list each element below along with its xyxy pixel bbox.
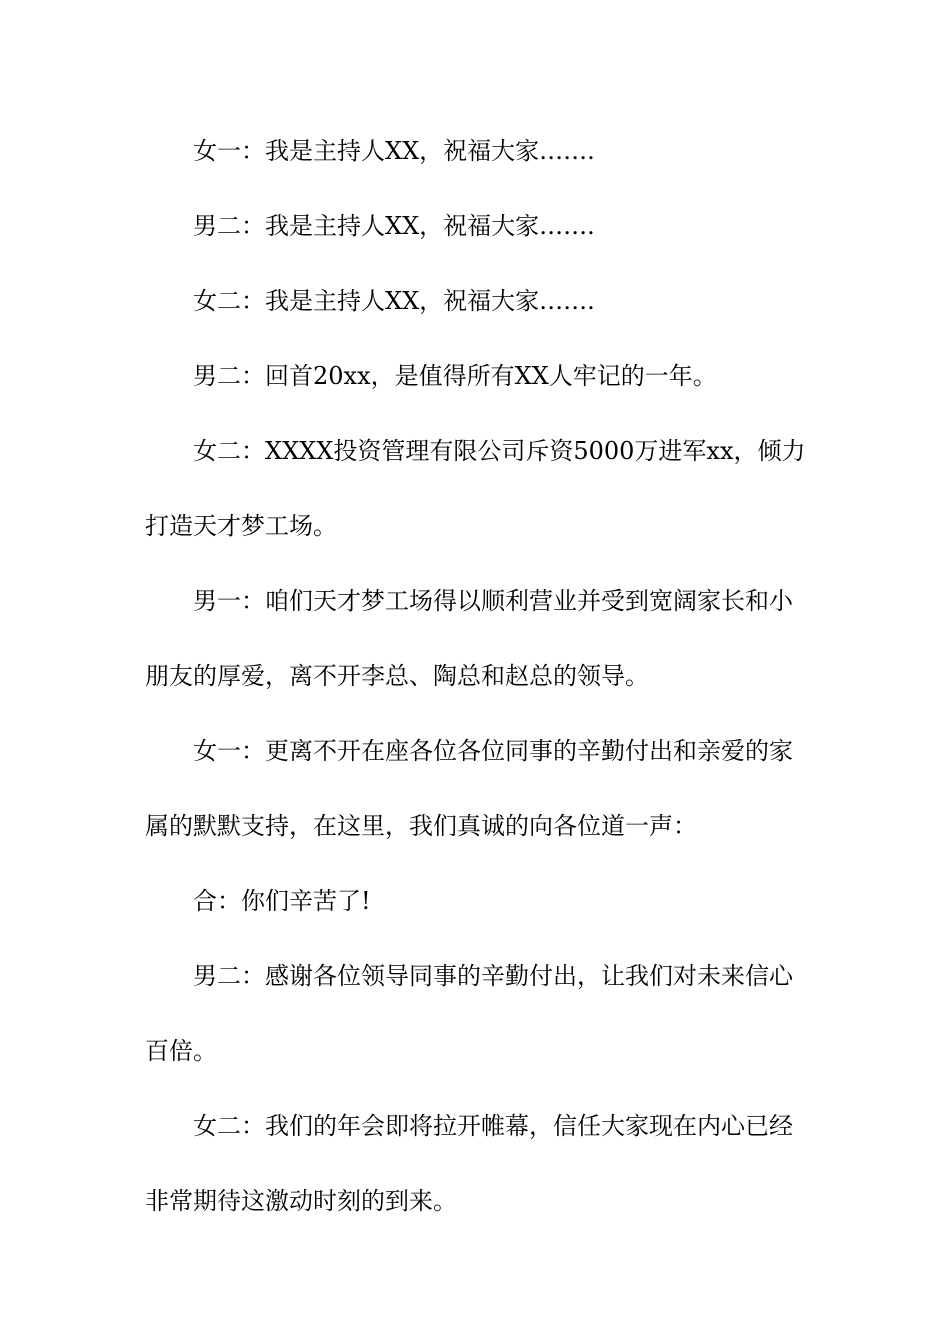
paragraph-2: 男二：我是主持人XX，祝福大家……. <box>193 212 595 240</box>
paragraph-4: 男二：回首20xx，是值得所有XX人牢记的一年。 <box>193 362 717 390</box>
paragraph-10: 女二：我们的年会即将拉开帷幕，信任大家现在内心已经非常期待这激动时刻的到来。 <box>145 1112 793 1215</box>
paragraph-1: 女一：我是主持人XX，祝福大家……. <box>193 137 595 165</box>
paragraph-3: 女二：我是主持人XX，祝福大家……. <box>193 287 595 315</box>
paragraph-8: 合：你们辛苦了! <box>193 887 371 915</box>
paragraph-6: 男一：咱们天才梦工场得以顺利营业并受到宽阔家长和小朋友的厚爱，离不开李总、陶总和赵总的领导。 <box>145 587 793 690</box>
paragraph-5: 女二：XXXX投资管理有限公司斥资5000万进军xx，倾力打造天才梦工场。 <box>145 437 806 540</box>
paragraph-9: 男二：感谢各位领导同事的辛勤付出，让我们对未来信心百倍。 <box>145 962 793 1065</box>
paragraph-7: 女一：更离不开在座各位各位同事的辛勤付出和亲爱的家属的默默支持，在这里，我们真诚的向各位道一声： <box>145 737 793 840</box>
